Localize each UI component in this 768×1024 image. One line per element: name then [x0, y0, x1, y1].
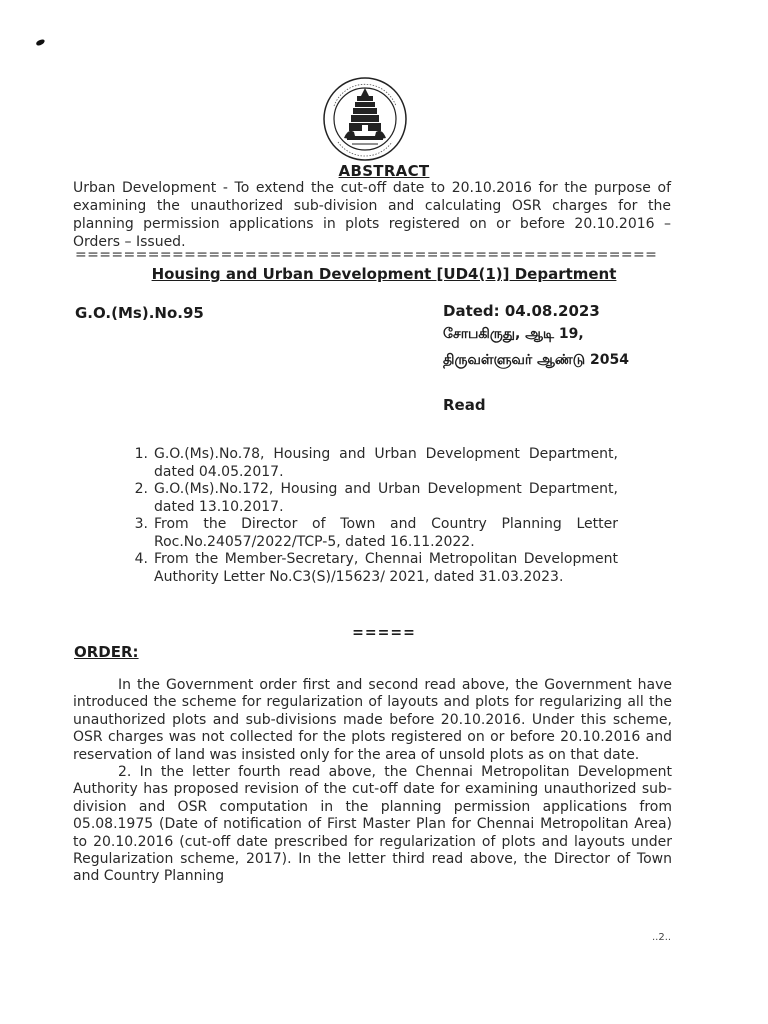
- page-continuation-marker: ..2..: [652, 932, 672, 943]
- read-label: Read: [443, 396, 486, 414]
- read-item-text: G.O.(Ms).No.172, Housing and Urban Development Department, dated 13.10.2017.: [154, 481, 618, 515]
- abstract-body: Urban Development - To extend the cut-off date to 20.10.2016 for the purpose of examining the unauthorized sub-division and calculating OSR charges for the planning permission applications in plots registered on or before 20.10.2016 – Orders – Issued.: [73, 180, 671, 250]
- scan-speck: [35, 39, 45, 47]
- read-item: [120, 481, 618, 516]
- order-paragraph: In the Government order first and second read above, the Government have introduced the scheme for regularization of layouts and plots for regularizing all the unauthorized plots and sub-divisions made before 20.10.2016. Under this scheme, OSR charges was not collected for the plots registered on or before 20.10.2016 and reservation of land was insisted only for the area of unsold plots as on that date.: [73, 677, 672, 763]
- read-item-number: 4.: [134, 551, 148, 567]
- read-list: [120, 446, 618, 586]
- read-item: [120, 551, 618, 586]
- read-item-text: From the Member-Secretary, Chennai Metropolitan Development Authority Letter No.C3(S)/15623/ 2021, dated 31.03.2023.: [154, 551, 618, 585]
- double-rule-divider: ================================================: [75, 248, 658, 262]
- read-item: [120, 516, 618, 551]
- order-body: [73, 677, 672, 886]
- section-separator: =====: [352, 625, 416, 641]
- order-heading: ORDER:: [74, 643, 139, 661]
- tamil-nadu-government-emblem-icon: [322, 76, 408, 162]
- tamil-date-line: சோபகிருது, ஆடி 19,: [443, 326, 584, 342]
- read-item-text: From the Director of Town and Country Planning Letter Roc.No.24057/2022/TCP-5, dated 16.11.2022.: [154, 516, 618, 550]
- dated-line: Dated: 04.08.2023: [443, 302, 600, 320]
- tamil-year-line: திருவள்ளுவர் ஆண்டு 2054: [443, 352, 629, 368]
- read-item-number: 3.: [134, 516, 148, 532]
- order-paragraph: 2. In the letter fourth read above, the Chennai Metropolitan Development Authority has proposed revision of the cut-off date for examining unauthorized sub-division and OSR computation in the planning permission applications from 05.08.1975 (Date of notification of First Master Plan for Chennai Metropolitan Area) to 20.10.2016 (cut-off date prescribed for regularization of plots and layouts under Regularization scheme, 2017). In the letter third read above, the Director of Town and Country Planning: [73, 764, 672, 885]
- department-heading: Housing and Urban Development [UD4(1)] Department: [151, 265, 617, 283]
- abstract-heading: ABSTRACT: [338, 162, 430, 180]
- go-number: G.O.(Ms).No.95: [75, 304, 204, 322]
- read-item: [120, 446, 618, 481]
- read-item-text: G.O.(Ms).No.78, Housing and Urban Development Department, dated 04.05.2017.: [154, 446, 618, 480]
- read-item-number: 1.: [134, 446, 148, 462]
- read-item-number: 2.: [134, 481, 148, 497]
